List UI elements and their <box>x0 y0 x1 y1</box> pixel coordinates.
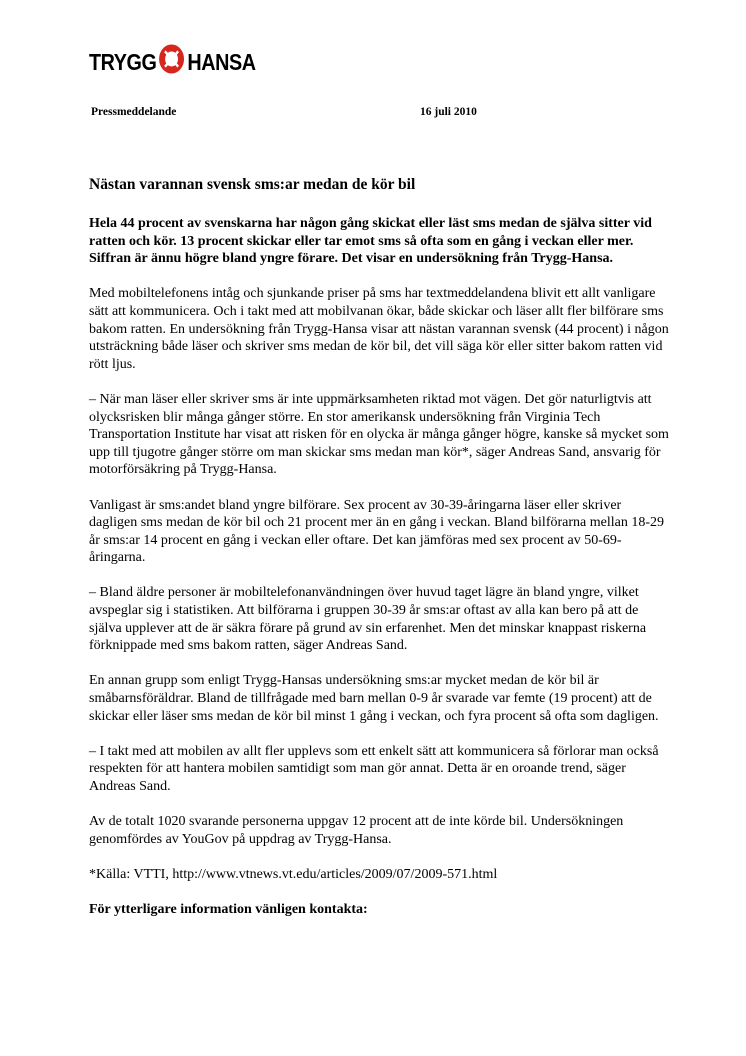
document-date: 16 juli 2010 <box>420 106 477 118</box>
body-paragraph-6: – I takt med att mobilen av allt fler upplevs som ett enkelt sätt att kommunicera så förlorar man också respekten för att hantera mobilen samtidigt som man gör annat. Detta är en oroande trend, säger Andreas Sand. <box>89 743 659 794</box>
body-paragraph-7: Av de totalt 1020 svarande personerna uppgav 12 procent att de inte körde bil. Undersökningen genomfördes av YouGov på uppdrag av Trygg-Hansa. <box>89 814 624 847</box>
lead-paragraph: Hela 44 procent av svenskarna har någon gång skickat eller läst sms medan de själva sitter vid ratten och kör. 13 procent skickar eller tar emot sms så ofta som en gång i veckan eller mer. Siffran är ännu högre bland yngre förare. Det visar en undersökning från Trygg-Hansa. <box>89 216 652 267</box>
trygg-hansa-logo <box>89 46 256 78</box>
document-type: Pressmeddelande <box>91 106 177 118</box>
logo-text-right: HANSA <box>187 48 256 75</box>
body-paragraph-5: En annan grupp som enligt Trygg-Hansas undersökning sms:ar mycket medan de kör bil är småbarnsföräldrar. Bland de tillfrågade med barn mellan 0-9 år svarade var femte (19 procent) att de skickar eller läser sms medan de kör bil minst 1 gång i veckan, och fyra procent så ofta som dagligen. <box>89 673 659 724</box>
article-body <box>89 215 669 936</box>
body-paragraph-4: – Bland äldre personer är mobiltelefonanvändningen över huvud taget lägre än bland yngre, vilket avspeglar sig i statistiken. Att bilförarna i gruppen 30-39 år sms:ar oftast av alla kan bero på att de själva upplever att de är säkra förare på grund av sin erfarenhet. Men det minskar knappast riskerna förknippade med sms bakom ratten, säger Andreas Sand. <box>89 585 647 654</box>
body-paragraph-3: Vanligast är sms:andet bland yngre bilförare. Sex procent av 30-39-åringarna läser eller skriver dagligen sms medan de kör bil och 21 procent mer än en gång i veckan. Bland bilförarna mellan 18-29 år sms:ar 14 procent en gång i veckan eller oftare. Det kan jämföras med sex procent av 50-69-åringarna. <box>89 497 664 566</box>
source-note: *Källa: VTTI, http://www.vtnews.vt.edu/articles/2009/07/2009-571.html <box>89 866 498 882</box>
contact-heading: För ytterligare information vänligen kontakta: <box>89 902 368 918</box>
article-title: Nästan varannan svensk sms:ar medan de kör bil <box>89 176 416 193</box>
logo-text-left: TRYGG <box>89 48 157 75</box>
body-paragraph-2: – När man läser eller skriver sms är inte uppmärksamheten riktad mot vägen. Det gör naturligtvis att olycksrisken blir många gånger större. En stor amerikansk undersökning från Virginia Tech Transportation Institute har visat att risken för en olycka är många gånger högre, kanske så mycket som upp till tjugotre gånger större om man skickar sms medan man kör*, säger Andreas Sand, ansvarig för motorförsäkring på Trygg-Hansa. <box>89 391 669 478</box>
lifebuoy-icon <box>159 44 185 80</box>
body-paragraph-1: Med mobiltelefonens intåg och sjunkande priser på sms har textmeddelandena blivit ett allt vanligare sätt att kommunicera. Och i takt med att mobilvanan ökar, både skickar och läser allt fler bilförare sms bakom ratten. En undersökning från Trygg-Hansa visar att nästan varannan svensk (44 procent) i någon utsträckning både läser och skriver sms medan de kör bil, det vill säga kör eller sitter bakom ratten vid rött ljus. <box>89 286 669 372</box>
